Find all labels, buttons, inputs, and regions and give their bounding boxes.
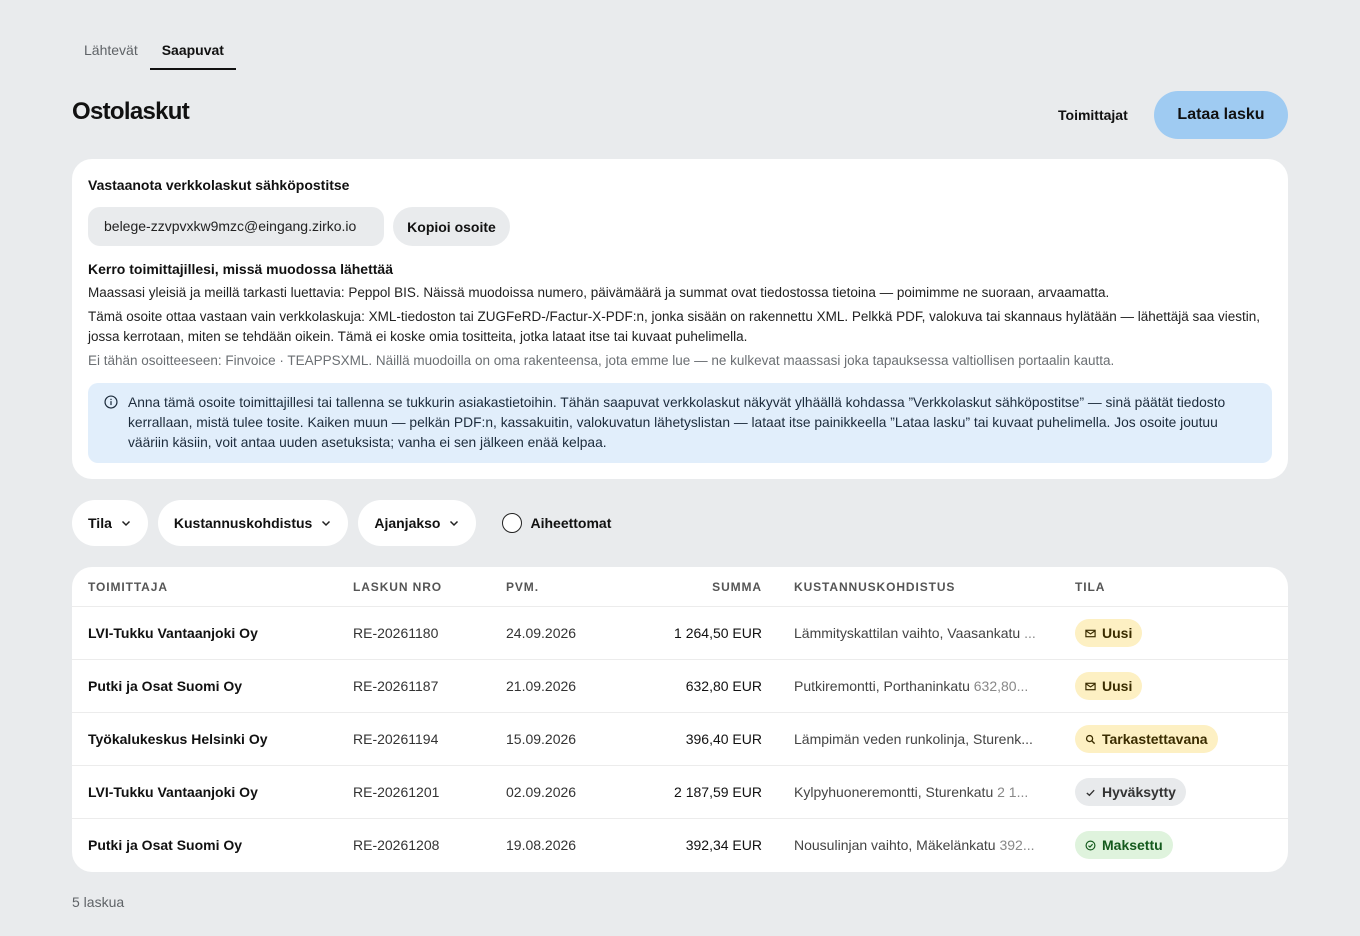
status-filter[interactable] — [72, 500, 148, 546]
row-cost-text: Lämmityskattilan vaihto, Vaasankatu — [794, 625, 1021, 641]
chevron-down-icon — [320, 517, 332, 529]
row-amount: 392,34 EUR — [685, 837, 762, 853]
row-cost-text: Lämpimän veden runkolinja, Sturenk... — [794, 731, 1033, 747]
row-invoice-no: RE-20261194 — [353, 731, 439, 747]
upload-invoice-button[interactable]: Lataa lasku — [1154, 91, 1288, 139]
status-badge — [1075, 672, 1142, 700]
table-row[interactable] — [72, 713, 1288, 766]
copy-address-button[interactable]: Kopioi osoite — [393, 207, 510, 246]
table-row[interactable] — [72, 607, 1288, 660]
chevron-down-icon — [448, 517, 460, 529]
row-supplier: LVI-Tukku Vantaanjoki Oy — [88, 625, 258, 641]
cost-filter[interactable] — [158, 500, 348, 546]
info-text: Anna tämä osoite toimittajillesi tai tallenna se tukkurin asiakastietoihin. Tähän saapuvat verkkolaskut näkyvät ylhäällä kohdassa ”Verkkolaskut sähköpostitse” — sinä päätät tiedosto kerrallaan, mistä tulee tosite. Kaiken muun — pelkän PDF:n, kassakuitin, valokuvatun lähetyslistan — lataat itse painikkeella ”Lataa lasku” tai kuvaat puhelimella. Jos osoite joutuu vääriin käsiin, voit antaa uuden asetuksista; vanha ei sen jälkeen enää kelpaa. — [128, 395, 1226, 450]
unassigned-checkbox[interactable] — [502, 513, 522, 533]
info-box — [88, 383, 1272, 463]
chevron-down-icon — [120, 517, 132, 529]
email-card-title: Vastaanota verkkolaskut sähköpostitse — [88, 177, 350, 193]
status-badge-label: Uusi — [1102, 625, 1133, 641]
row-invoice-no: RE-20261208 — [353, 837, 440, 853]
tab-outgoing[interactable]: Lähtevät — [84, 42, 138, 58]
row-cost-extra: 632,80... — [973, 678, 1029, 694]
row-invoice-no: RE-20261180 — [353, 625, 439, 641]
row-cost-text: Kylpyhuoneremontti, Sturenkatu — [794, 784, 994, 800]
header-status[interactable]: TILA — [1075, 580, 1106, 594]
row-cost — [794, 625, 1044, 641]
row-cost-extra: ... — [1024, 625, 1036, 641]
magnifier-icon — [1085, 734, 1096, 745]
row-date: 02.09.2026 — [506, 784, 577, 800]
header-invoice-no[interactable]: LASKUN NRO — [353, 580, 442, 594]
suppliers-button[interactable]: Toimittajat — [1058, 107, 1128, 123]
row-cost — [794, 678, 1044, 694]
unassigned-label: Aiheettomat — [530, 515, 612, 531]
header-date[interactable]: PVM. — [506, 580, 539, 594]
formats-paragraph-2: Tämä osoite ottaa vastaan vain verkkolaskuja: XML-tiedoston tai ZUGFeRD-/Factur-X-PDF:n, jonka sisään on rakennettu XML. Pelkkä PDF, valokuva tai skannaus hylätään — lähettäjä saa viestin, jossa kerrotaan, miten se tehdään oikein. Tämä ei koske omia tositteita, jotka lataat itse tai kuvaat puhelimella. — [88, 309, 1261, 344]
check-icon — [1085, 787, 1096, 798]
formats-paragraph-3: Ei tähän osoitteeseen: Finvoice · TEAPPSXML. Näillä muodoilla on oma rakenteensa, jota emme lue — ne kulkevat maassasi joka tapauksessa valtiollisen portaalin kautta. — [88, 353, 1115, 368]
row-invoice-no: RE-20261201 — [353, 784, 440, 800]
status-badge — [1075, 619, 1142, 647]
cost-filter-label: Kustannuskohdistus — [173, 515, 313, 531]
email-address-field[interactable]: belege-zzvpvxkw9mzc@eingang.zirko.io — [88, 207, 384, 246]
row-amount: 2 187,59 EUR — [674, 784, 762, 800]
invoice-table — [72, 567, 1288, 872]
invoice-count: 5 laskua — [72, 894, 125, 910]
header-supplier[interactable]: TOIMITTAJA — [88, 580, 168, 594]
info-circle-icon — [104, 395, 118, 409]
row-date: 24.09.2026 — [506, 625, 577, 641]
row-amount: 396,40 EUR — [685, 731, 762, 747]
status-badge-label: Uusi — [1102, 678, 1133, 694]
row-amount: 632,80 EUR — [685, 678, 762, 694]
status-badge-label: Hyväksytty — [1102, 784, 1176, 800]
envelope-icon — [1085, 628, 1096, 639]
filter-bar — [72, 500, 611, 546]
row-cost — [794, 731, 1044, 747]
tab-bar — [72, 28, 236, 70]
tab-incoming[interactable]: Saapuvat — [150, 28, 236, 70]
row-amount: 1 264,50 EUR — [674, 625, 762, 641]
row-cost-text: Nousulinjan vaihto, Mäkelänkatu — [794, 837, 996, 853]
table-row[interactable] — [72, 660, 1288, 713]
row-supplier: Työkalukeskus Helsinki Oy — [88, 731, 268, 747]
period-filter[interactable] — [358, 500, 476, 546]
page-title: Ostolaskut — [72, 98, 190, 125]
row-invoice-no: RE-20261187 — [353, 678, 439, 694]
status-badge-label: Maksettu — [1102, 837, 1163, 853]
row-supplier: LVI-Tukku Vantaanjoki Oy — [88, 784, 258, 800]
row-cost — [794, 784, 1044, 800]
status-badge-label: Tarkastettavana — [1102, 731, 1208, 747]
status-badge — [1075, 831, 1173, 859]
row-cost — [794, 837, 1044, 853]
status-badge — [1075, 725, 1218, 753]
header-amount[interactable]: SUMMA — [712, 580, 762, 594]
period-filter-label: Ajanjakso — [374, 515, 441, 531]
row-supplier: Putki ja Osat Suomi Oy — [88, 678, 243, 694]
table-row[interactable] — [72, 819, 1288, 872]
row-date: 21.09.2026 — [506, 678, 577, 694]
unassigned-toggle[interactable] — [502, 513, 611, 533]
row-supplier: Putki ja Osat Suomi Oy — [88, 837, 243, 853]
row-cost-text: Putkiremontti, Porthaninkatu — [794, 678, 970, 694]
table-row[interactable] — [72, 766, 1288, 819]
row-date: 19.08.2026 — [506, 837, 577, 853]
row-date: 15.09.2026 — [506, 731, 577, 747]
check-circle-icon — [1085, 840, 1096, 851]
row-cost-extra: 2 1... — [997, 784, 1029, 800]
table-header — [72, 567, 1288, 607]
status-filter-label: Tila — [88, 515, 112, 531]
envelope-icon — [1085, 681, 1096, 692]
formats-heading: Kerro toimittajillesi, missä muodossa lähettää — [88, 261, 393, 277]
formats-paragraph-1: Maassasi yleisiä ja meillä tarkasti luettavia: Peppol BIS. Näissä muodoissa numero, päivämäärä ja summat ovat tiedostossa tietoina — poimimme ne suoraan, arvaamatta. — [88, 285, 1110, 300]
row-cost-extra: 392... — [999, 837, 1035, 853]
status-badge — [1075, 778, 1186, 806]
email-receive-card — [72, 159, 1288, 479]
header-cost[interactable]: KUSTANNUSKOHDISTUS — [794, 580, 956, 594]
